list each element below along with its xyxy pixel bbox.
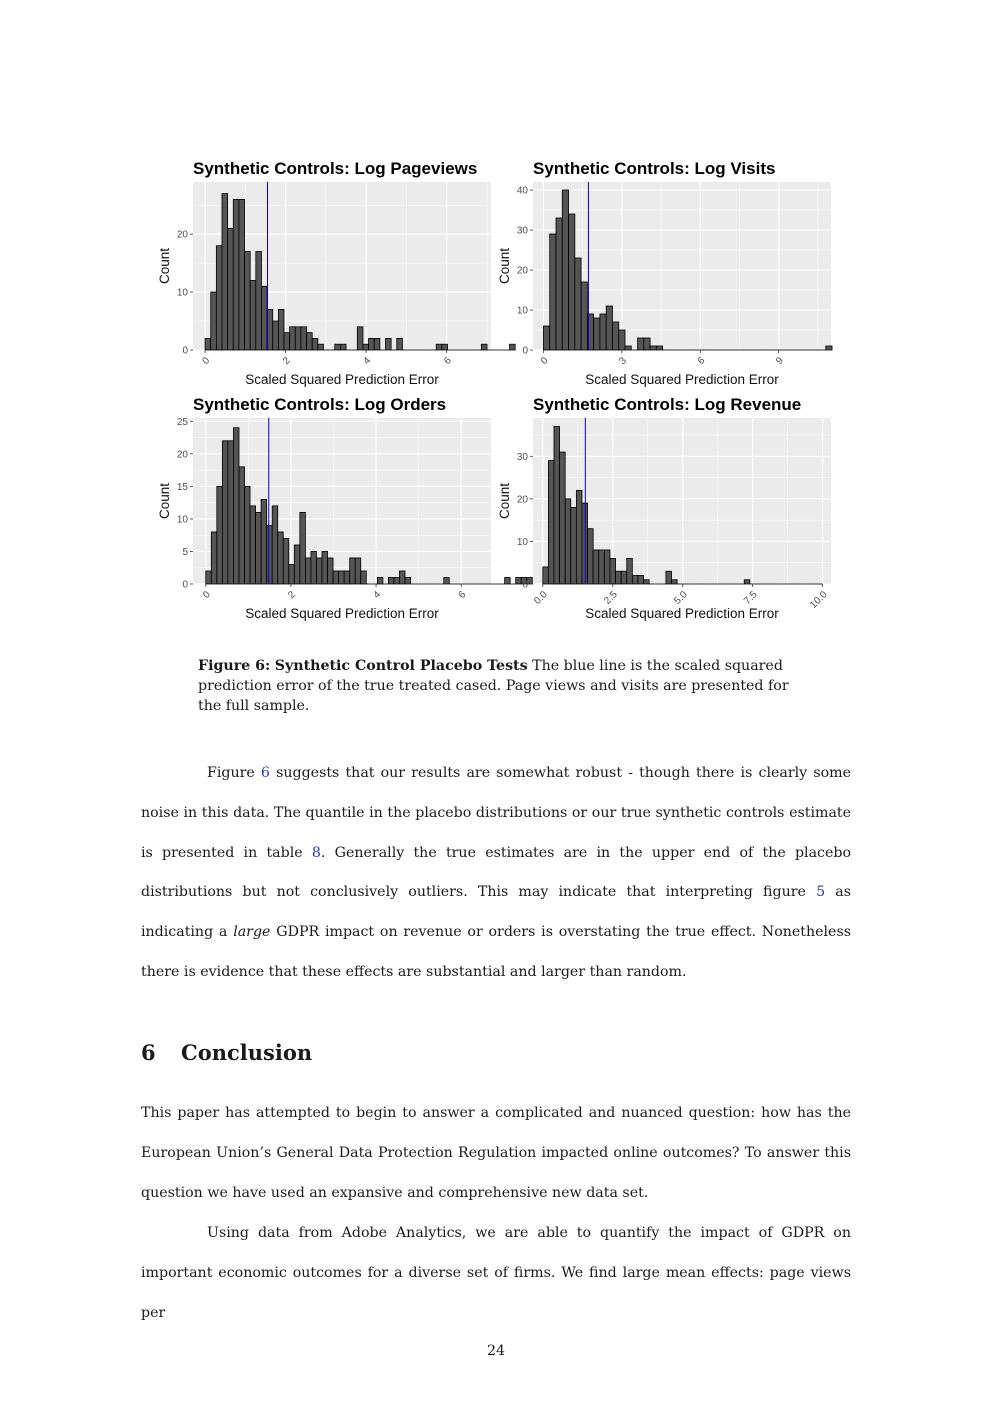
histogram-bar bbox=[632, 575, 638, 584]
x-tick-label: 7.5 bbox=[742, 589, 760, 607]
x-axis-label: Scaled Squared Prediction Error bbox=[585, 372, 779, 387]
chart-title: Synthetic Controls: Log Pageviews bbox=[193, 159, 478, 178]
histogram-bar bbox=[211, 532, 217, 584]
x-tick-label: 0 bbox=[200, 355, 213, 368]
histogram-bar bbox=[357, 327, 363, 350]
histogram-bar bbox=[599, 550, 605, 584]
y-tick-label: 5 bbox=[182, 546, 188, 558]
figure-ref-link[interactable]: 6 bbox=[260, 765, 270, 781]
histogram-bar bbox=[250, 280, 256, 350]
histogram-bar bbox=[350, 558, 356, 584]
section-heading bbox=[141, 1040, 312, 1065]
histogram-bar bbox=[316, 558, 322, 584]
histogram-bar bbox=[656, 346, 662, 350]
histogram-bar bbox=[594, 318, 600, 350]
histogram-log-pageviews bbox=[155, 150, 500, 390]
histogram-bar bbox=[222, 194, 228, 350]
histogram-bar bbox=[228, 441, 234, 584]
histogram-bar bbox=[606, 306, 612, 350]
histogram-bar bbox=[562, 190, 568, 350]
histogram-bar bbox=[261, 286, 267, 350]
histogram-bar bbox=[295, 327, 301, 350]
histogram-bar bbox=[826, 346, 832, 350]
histogram-bar bbox=[593, 550, 599, 584]
histogram-bar bbox=[442, 344, 448, 350]
histogram-bar bbox=[300, 512, 306, 584]
histogram-bar bbox=[256, 252, 262, 350]
paragraph-text: Figure bbox=[207, 765, 261, 781]
histogram-bar bbox=[554, 427, 560, 584]
histogram-bar bbox=[621, 571, 627, 584]
y-tick-label: 20 bbox=[176, 449, 188, 461]
x-tick-label: 2.5 bbox=[602, 589, 620, 607]
histogram-bar bbox=[388, 577, 394, 584]
histogram-bar bbox=[565, 499, 571, 584]
histogram-bar bbox=[239, 199, 245, 350]
histogram-bar bbox=[239, 467, 245, 584]
figure-title: Synthetic Control Placebo Tests bbox=[274, 658, 528, 674]
y-tick-label: 0 bbox=[182, 345, 188, 357]
histogram-bar bbox=[233, 428, 239, 584]
x-tick-label: 5.0 bbox=[672, 589, 690, 607]
histogram-bar bbox=[283, 538, 289, 584]
table-ref-link[interactable]: 8 bbox=[311, 844, 321, 861]
x-tick-label: 0 bbox=[538, 355, 551, 368]
y-tick-label: 0 bbox=[522, 579, 528, 591]
histogram-bar bbox=[405, 577, 411, 584]
histogram-bar bbox=[666, 571, 672, 584]
histogram-bar bbox=[616, 571, 622, 584]
histogram-bar bbox=[672, 580, 678, 584]
histogram-bar bbox=[638, 338, 644, 350]
histogram-bar bbox=[604, 550, 610, 584]
y-axis-label: Count bbox=[497, 482, 512, 520]
histogram-bar bbox=[335, 344, 341, 350]
histogram-bar bbox=[301, 327, 307, 350]
chart-title: Synthetic Controls: Log Orders bbox=[193, 395, 447, 414]
x-tick-label: 2 bbox=[280, 355, 293, 368]
emphasis-text: large bbox=[233, 924, 271, 941]
chart-title: Synthetic Controls: Log Visits bbox=[533, 159, 776, 178]
section-number: 6 bbox=[141, 1040, 156, 1065]
histogram-bar bbox=[575, 258, 581, 350]
histogram-bar bbox=[550, 234, 556, 350]
histogram-bar bbox=[571, 507, 577, 584]
x-axis-label: Scaled Squared Prediction Error bbox=[245, 372, 439, 387]
y-tick-label: 0 bbox=[182, 579, 188, 591]
histogram-bar bbox=[206, 571, 212, 584]
histogram-bar bbox=[581, 282, 587, 350]
histogram-bar bbox=[245, 252, 251, 350]
paragraph-text: . Generally the true estimates are in the upper end of the placebo distributions but not conclusively outliers. This may indicate that interpreting figure bbox=[141, 844, 852, 901]
histogram-bar bbox=[569, 214, 575, 350]
chart-panel-log-pageviews bbox=[155, 150, 500, 390]
histogram-bar bbox=[363, 344, 369, 350]
histogram-bar bbox=[556, 218, 562, 350]
histogram-bar bbox=[267, 525, 273, 584]
histogram-bar bbox=[610, 558, 616, 584]
x-tick-label: 9 bbox=[774, 355, 786, 368]
y-tick-label: 25 bbox=[176, 416, 188, 428]
histogram-bar bbox=[369, 338, 375, 350]
histogram-bar bbox=[305, 558, 311, 584]
histogram-bar bbox=[576, 490, 582, 584]
x-tick-label: 6 bbox=[456, 589, 469, 602]
histogram-log-visits bbox=[495, 150, 840, 390]
x-tick-label: 2 bbox=[286, 589, 298, 602]
chart-panel-log-visits bbox=[495, 150, 840, 390]
paragraph-conclusion-intro: This paper has attempted to begin to answer a complicated and nuanced question: how has the European Union’s General Data Protection Regulation impacted online outcomes? To answer this question we have used an expansive and comprehensive new data set. bbox=[141, 1105, 851, 1201]
chart-panel-log-orders bbox=[155, 386, 500, 626]
y-axis-label: Count bbox=[157, 247, 172, 285]
histogram-bar bbox=[638, 575, 644, 584]
y-axis-label: Count bbox=[497, 247, 512, 285]
histogram-bar bbox=[322, 551, 328, 584]
x-tick-label: 4 bbox=[361, 355, 374, 368]
histogram-bar bbox=[344, 571, 350, 584]
histogram-bar bbox=[289, 564, 295, 584]
histogram-bar bbox=[397, 338, 403, 350]
histogram-bar bbox=[245, 486, 251, 584]
histogram-bar bbox=[644, 580, 650, 584]
figure-caption-text: The blue line is the scaled squared prediction error of the true treated cased. Page views and visits are presented for the full sample. bbox=[198, 658, 789, 714]
histogram-bar bbox=[582, 503, 588, 584]
histogram-bar bbox=[625, 346, 631, 350]
paragraph-text: GDPR impact on revenue or orders is overstating the true effect. Nonetheless there is evidence that these effects are substantial and larger than random. bbox=[141, 924, 852, 980]
histogram-bar bbox=[205, 338, 211, 350]
x-tick-label: 4 bbox=[371, 589, 384, 602]
histogram-bar bbox=[250, 506, 256, 584]
histogram-bar bbox=[377, 577, 383, 584]
x-axis-label: Scaled Squared Prediction Error bbox=[245, 606, 439, 621]
histogram-bar bbox=[543, 567, 549, 584]
histogram-bar bbox=[588, 529, 594, 584]
histogram-bar bbox=[217, 486, 223, 584]
histogram-bar bbox=[548, 461, 554, 584]
histogram-bar bbox=[560, 452, 566, 584]
histogram-bar bbox=[307, 333, 313, 350]
histogram-bar bbox=[278, 532, 284, 584]
histogram-bar bbox=[644, 338, 650, 350]
x-tick-label: 6 bbox=[695, 355, 708, 368]
histogram-bar bbox=[222, 441, 228, 584]
y-tick-label: 20 bbox=[176, 229, 188, 241]
y-axis-label: Count bbox=[157, 482, 172, 520]
figure-caption bbox=[198, 656, 798, 716]
histogram-bar bbox=[311, 551, 317, 584]
histogram-bar bbox=[385, 338, 391, 350]
x-tick-label: 3 bbox=[617, 355, 629, 368]
histogram-bar bbox=[273, 321, 279, 350]
x-tick-label: 6 bbox=[442, 355, 454, 368]
histogram-bar bbox=[619, 330, 625, 350]
figure-label: Figure 6: bbox=[198, 658, 271, 674]
section-title: Conclusion bbox=[181, 1040, 313, 1065]
y-tick-label: 10 bbox=[516, 305, 528, 317]
paragraph-text: suggests that our results are somewhat robust - though there is clearly some noise in this data. The quantile in the placebo distributions or our true synthetic controls estimate is presented in table bbox=[141, 765, 851, 861]
histogram-bar bbox=[318, 344, 324, 350]
paragraph-conclusion-data: Using data from Adobe Analytics, we are able to quantify the impact of GDPR on important economic outcomes for a diverse set of firms. We find large mean effects: page views per bbox=[141, 1225, 851, 1321]
y-tick-label: 15 bbox=[176, 481, 188, 493]
x-tick-label: 0.0 bbox=[532, 589, 550, 607]
histogram-bar bbox=[261, 499, 267, 584]
page-number: 24 bbox=[486, 1343, 506, 1359]
histogram-bar bbox=[399, 571, 405, 584]
y-tick-label: 30 bbox=[516, 225, 528, 237]
histogram-bar bbox=[339, 571, 345, 584]
x-tick-label: 0 bbox=[201, 589, 213, 602]
histogram-bar bbox=[228, 228, 234, 350]
x-tick-label: 10.0 bbox=[808, 589, 830, 611]
histogram-bar bbox=[600, 314, 606, 350]
histogram-bar bbox=[543, 326, 549, 350]
histogram-bar bbox=[627, 558, 633, 584]
y-tick-label: 0 bbox=[522, 345, 528, 357]
histogram-bar bbox=[481, 344, 487, 350]
histogram-bar bbox=[233, 199, 239, 350]
histogram-bar bbox=[272, 506, 278, 584]
histogram-bar bbox=[394, 577, 400, 584]
y-tick-label: 30 bbox=[516, 451, 528, 463]
histogram-log-orders bbox=[155, 386, 500, 626]
histogram-bar bbox=[340, 344, 346, 350]
histogram-bar bbox=[374, 338, 380, 350]
histogram-bar bbox=[312, 338, 318, 350]
y-tick-label: 40 bbox=[516, 185, 528, 197]
histogram-bar bbox=[256, 512, 262, 584]
figure-ref-link[interactable]: 5 bbox=[816, 884, 826, 901]
histogram-bar bbox=[290, 327, 296, 350]
paragraph-robustness bbox=[141, 754, 851, 993]
histogram-bar bbox=[278, 309, 284, 350]
histogram-log-revenue bbox=[495, 386, 840, 626]
paragraph-text: as indicating a bbox=[141, 884, 851, 941]
histogram-bar bbox=[216, 246, 222, 350]
histogram-bar bbox=[361, 571, 367, 584]
histogram-bar bbox=[612, 322, 618, 350]
histogram-bar bbox=[211, 292, 217, 350]
histogram-bar bbox=[744, 580, 750, 584]
histogram-bar bbox=[436, 344, 442, 350]
chart-panel-log-revenue bbox=[495, 386, 840, 626]
histogram-bar bbox=[355, 558, 361, 584]
y-tick-label: 10 bbox=[176, 287, 188, 299]
y-tick-label: 10 bbox=[176, 514, 188, 526]
x-axis-label: Scaled Squared Prediction Error bbox=[585, 606, 779, 621]
y-tick-label: 20 bbox=[516, 265, 528, 277]
chart-title: Synthetic Controls: Log Revenue bbox=[533, 395, 802, 414]
y-tick-label: 10 bbox=[516, 536, 528, 548]
histogram-bar bbox=[650, 346, 656, 350]
y-tick-label: 20 bbox=[516, 494, 528, 506]
histogram-bar bbox=[328, 558, 334, 584]
histogram-bar bbox=[333, 571, 339, 584]
histogram-bar bbox=[294, 545, 300, 584]
histogram-bar bbox=[444, 577, 450, 584]
histogram-bar bbox=[284, 333, 290, 350]
